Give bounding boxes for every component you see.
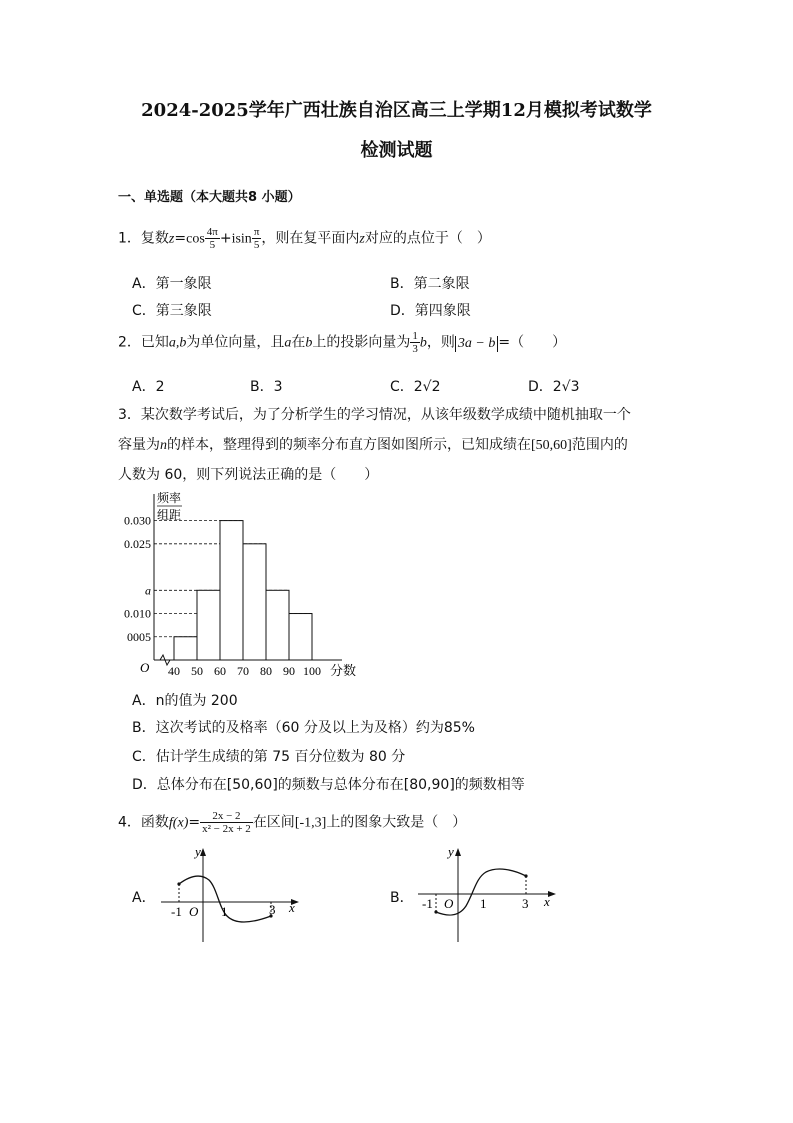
q4-fr-num: 2x − 2: [200, 810, 253, 823]
document-title-line1: 2024-2025学年广西壮族自治区高三上学期12月模拟考试数学: [141, 100, 652, 121]
q1-text-pre: 复数: [140, 230, 169, 247]
q4-eq: =: [188, 814, 201, 831]
question-4: [118, 810, 466, 835]
histogram-chart: [110, 488, 370, 688]
q1-f2-num: π: [253, 226, 260, 238]
q1-f1-num: 4π: [206, 226, 218, 238]
q2-vb: b: [305, 335, 313, 351]
q4-text-post: 上的图象大致是（ ）: [326, 814, 467, 831]
label-y: y: [448, 844, 454, 859]
q1-option-a: A．第一象限: [132, 276, 212, 292]
label-x: x: [544, 894, 550, 909]
label-y: y: [195, 844, 201, 859]
q2-fr-num: 1: [412, 330, 418, 342]
ytick-label: 0005: [127, 629, 151, 644]
document-title-line2: 检测试题: [360, 140, 433, 161]
q3-line2-d: 范围内的: [571, 437, 628, 453]
q3-line2: [118, 434, 628, 454]
histogram-bar: [289, 614, 312, 660]
y-axis-arrow: [455, 848, 461, 856]
q4-option-b-label: B．: [390, 890, 414, 906]
q2-option-d: D．2√3: [528, 379, 580, 395]
ytick-label: 0.025: [124, 536, 151, 551]
q3-line1: 3．某次数学考试后，为了分析学生的学习情况，从该年级数学成绩中随机抽取一个: [118, 407, 631, 423]
endpoint-left: [434, 910, 437, 913]
q1-text-post2: 对应的点位于（ ）: [364, 230, 491, 247]
xtick-label: 60: [214, 664, 226, 678]
q2-text-tail: =（ ）: [498, 334, 567, 351]
question-1: [118, 226, 491, 251]
q1-text-post: ，则在复平面内: [261, 230, 360, 247]
q1-plus: +: [219, 230, 232, 247]
q4-fraction: [200, 810, 253, 835]
q4-number: 4．: [118, 814, 141, 831]
origin-label: O: [140, 660, 150, 675]
label-three: 3: [522, 896, 529, 911]
q2-va: a: [284, 335, 292, 351]
q4-text-mid: 在区间: [252, 814, 295, 831]
ytick-label: 0.010: [124, 606, 151, 621]
label-neg1: -1: [422, 896, 433, 911]
histogram-bar: [220, 521, 243, 660]
q3-option-a: A．n的值为 200: [132, 693, 238, 709]
q3-line3: 人数为 60，则下列说法正确的是（ ）: [118, 467, 379, 483]
label-one: 1: [480, 896, 487, 911]
ytick-label: a: [145, 583, 151, 598]
xlabel: 分数: [330, 663, 357, 678]
histogram-bar: [174, 637, 197, 660]
q2-text-mid3: 上的投影向量为: [312, 334, 411, 351]
q3-line2-b: 的样本，整理得到的频率分布直方图如图所示，已知成绩在: [167, 437, 531, 453]
label-origin: O: [444, 896, 454, 911]
q2-vectors: a,b: [168, 335, 187, 351]
q3-option-b: B．这次考试的及格率（60 分及以上为及格）约为85%: [132, 720, 475, 736]
q1-fraction-1: [205, 226, 220, 251]
ylabel-top: 频率: [157, 491, 182, 505]
xtick-label: 80: [260, 664, 272, 678]
q4-interval: [-1,3]: [294, 815, 327, 831]
q2-text-mid: 为单位向量，且: [186, 334, 285, 351]
label-origin: O: [189, 904, 199, 919]
q4-fx: f(x): [168, 815, 189, 831]
q4-graph-b: [412, 842, 562, 944]
q4-text-pre: 函数: [140, 814, 169, 831]
q2-abs-expression: 3a − b: [455, 336, 498, 352]
q2-option-c: C．2√2: [390, 379, 441, 395]
histogram-bar: [243, 544, 266, 660]
histogram-group: [124, 490, 356, 678]
q3-option-d: D．总体分布在[50,60]的频数与总体分布在[80,90]的频数相等: [132, 777, 525, 793]
label-neg1: -1: [171, 904, 182, 919]
q3-n: n: [160, 438, 167, 453]
q2-option-a: A．2: [132, 379, 165, 395]
q4-fr-den: x² − 2x + 2: [202, 823, 251, 835]
q4-option-a-label: A．: [132, 890, 156, 906]
q1-eq: =: [174, 230, 187, 247]
q2-text-pre: 已知: [140, 334, 169, 351]
q1-f2-den: 5: [253, 239, 260, 251]
q3-option-c: C．估计学生成绩的第 75 百分位数为 80 分: [132, 749, 406, 765]
xtick-label: 40: [168, 664, 180, 678]
q2-option-b: B．3: [250, 379, 283, 395]
label-three: 3: [269, 902, 276, 917]
histogram-bar: [197, 590, 220, 660]
xtick-label: 50: [191, 664, 203, 678]
xtick-label: 100: [303, 664, 321, 678]
label-one: 1: [221, 904, 228, 919]
endpoint-left: [177, 882, 180, 885]
y-axis-arrow: [200, 848, 206, 856]
q3-interval: [50,60]: [531, 438, 572, 453]
xtick-label: 90: [283, 664, 295, 678]
section-heading: 一、单选题（本大题共8 小题）: [118, 190, 301, 205]
q1-cos: cos: [186, 231, 205, 247]
ylabel-bottom: 组距: [157, 508, 182, 522]
q4-graph-a: [155, 842, 305, 944]
q1-post-z: z: [359, 231, 365, 247]
histogram-bar: [266, 590, 289, 660]
q2-text-mid4: ，则: [426, 334, 455, 351]
q2-vb2: b: [419, 335, 427, 351]
label-x: x: [289, 900, 295, 915]
q1-option-b: B．第二象限: [390, 276, 470, 292]
q1-f1-den: 5: [209, 239, 216, 251]
q2-number: 2．: [118, 334, 141, 351]
q1-option-d: D．第四象限: [390, 303, 471, 319]
question-2: [118, 330, 566, 355]
q1-z: z: [168, 231, 175, 247]
q2-text-mid2: 在: [291, 334, 306, 351]
xtick-label: 70: [237, 664, 249, 678]
q1-fraction-2: [252, 226, 262, 251]
q1-option-c: C．第三象限: [132, 303, 212, 319]
q1-isin: isin: [231, 231, 252, 247]
q2-fr-den: 3: [412, 343, 418, 355]
ytick-label: 0.030: [124, 513, 151, 528]
endpoint-right: [524, 874, 527, 877]
q2-fraction: [410, 330, 420, 355]
q3-line2-a: 容量为: [118, 437, 160, 453]
q1-number: 1．: [118, 230, 141, 247]
